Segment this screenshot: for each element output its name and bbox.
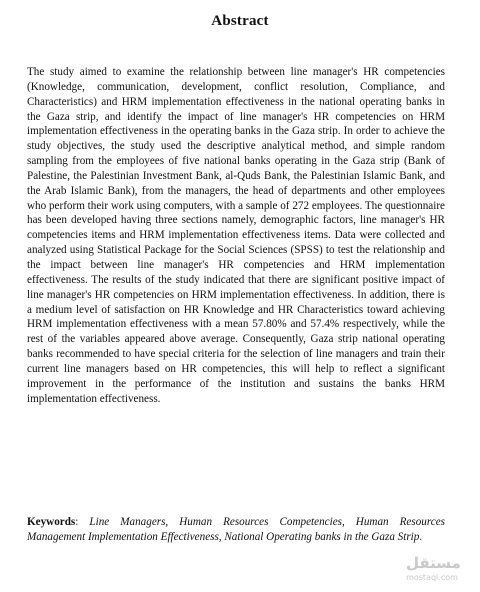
keywords-list: Line Managers, Human Resources Competencies, Human Resources Management Implementation Effectiveness, National Operating banks in the Gaza Strip bbox=[27, 516, 446, 543]
mostaql-watermark bbox=[406, 553, 461, 589]
keywords-label: Keywords bbox=[27, 516, 76, 528]
watermark-logo: مستقل bbox=[406, 554, 461, 572]
abstract-paragraph: The study aimed to examine the relationship between line manager's HR competencies (Knowledge, communication, development, conflict resolution, Compliance, and Characteristics) and HRM implementation effectiveness in the national operating banks in the Gaza strip, and identify the impact of line manager's HR competencies on HRM implementation effectiveness in the operating banks in the Gaza strip. In order to achieve the study objectives, the study used the descriptive analytical method, and simple random sampling from the employees of five national banks operating in the Gaza strip (Bank of Palestine, the Palestinian Investment Bank, al-Quds Bank, the Palestinian Islamic Bank, and the Arab Islamic Bank), from the managers, the head of departments and other employees who perform their work using computers, with a sample of 272 employees. The questionnaire has been developed having three sections namely, demographic factors, line manager's HR competencies items and HRM implementation effectiveness items. Data were collected and analyzed using Statistical Package for the Social Sciences (SPSS) to test the relationship and the impact between line manager's HR competencies and HRM implementation effectiveness. The results of the study indicated that there are significant positive impact of line manager's HR competencies on HRM implementation effectiveness. In addition, there is a medium level of satisfaction on HR Knowledge and HR Characteristics toward achieving HRM implementation effectiveness with a mean 57.80% and 57.4% respectively, while the rest of the variables appeared above average. Consequently, Gaza strip national operating banks recommended to have special criteria for the selection of line managers and train their current line managers based on HR competencies, this will help to reflect a significant improvement in the performance of the institution and sustains the banks HRM implementation effectiveness. bbox=[27, 66, 445, 405]
keywords-end: . bbox=[419, 530, 423, 543]
keywords-separator: : bbox=[75, 516, 90, 528]
abstract-heading: Abstract bbox=[211, 13, 269, 29]
watermark-site: mostaql.com bbox=[406, 573, 458, 582]
keywords-paragraph bbox=[27, 515, 445, 545]
